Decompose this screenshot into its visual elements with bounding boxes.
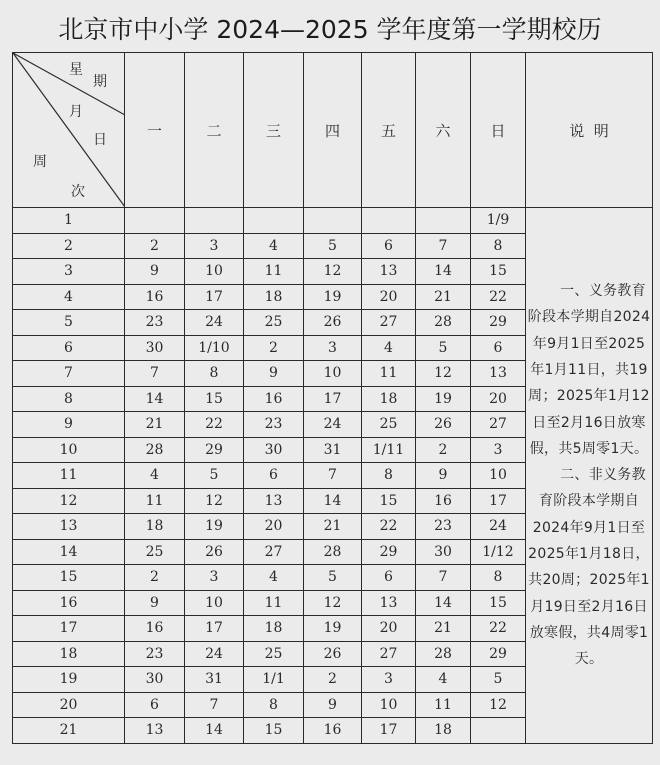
date-cell: 14 — [416, 259, 471, 285]
date-cell: 14 — [125, 386, 185, 412]
date-cell: 24 — [185, 641, 244, 667]
corner-label-zhou: 周 — [33, 154, 47, 170]
date-cell: 5 — [304, 565, 362, 591]
date-cell: 6 — [471, 335, 526, 361]
date-cell — [125, 208, 185, 234]
date-cell: 26 — [304, 641, 362, 667]
date-cell: 1/1 — [244, 667, 304, 693]
date-cell: 1/12 — [471, 539, 526, 565]
date-cell: 14 — [416, 590, 471, 616]
date-cell: 22 — [185, 412, 244, 438]
date-cell: 7 — [304, 463, 362, 489]
weekday-header-tue: 二 — [185, 53, 244, 208]
date-cell: 23 — [125, 641, 185, 667]
week-number-cell: 7 — [13, 361, 125, 387]
date-cell: 10 — [362, 692, 416, 718]
week-number-cell: 12 — [13, 488, 125, 514]
date-cell: 9 — [125, 590, 185, 616]
date-cell: 25 — [244, 310, 304, 336]
date-cell: 23 — [244, 412, 304, 438]
date-cell: 3 — [362, 667, 416, 693]
date-cell: 27 — [244, 539, 304, 565]
week-number-cell: 5 — [13, 310, 125, 336]
date-cell: 14 — [304, 488, 362, 514]
date-cell: 27 — [471, 412, 526, 438]
date-cell: 5 — [471, 667, 526, 693]
date-cell: 28 — [416, 310, 471, 336]
date-cell: 28 — [304, 539, 362, 565]
week-number-cell: 4 — [13, 284, 125, 310]
date-cell: 11 — [362, 361, 416, 387]
date-cell: 3 — [185, 565, 244, 591]
date-cell — [416, 208, 471, 234]
header-row — [13, 53, 653, 208]
weekday-header-fri: 五 — [362, 53, 416, 208]
date-cell: 8 — [244, 692, 304, 718]
date-cell: 13 — [125, 718, 185, 744]
date-cell: 2 — [416, 437, 471, 463]
date-cell: 4 — [416, 667, 471, 693]
date-cell: 5 — [185, 463, 244, 489]
date-cell: 17 — [471, 488, 526, 514]
date-cell — [471, 718, 526, 744]
date-cell — [185, 208, 244, 234]
week-number-cell: 6 — [13, 335, 125, 361]
date-cell: 12 — [185, 488, 244, 514]
week-number-cell: 15 — [13, 565, 125, 591]
date-cell: 1/10 — [185, 335, 244, 361]
date-cell: 20 — [244, 514, 304, 540]
date-cell: 13 — [362, 590, 416, 616]
date-cell: 29 — [185, 437, 244, 463]
date-cell: 7 — [416, 565, 471, 591]
date-cell: 16 — [125, 284, 185, 310]
date-cell: 3 — [471, 437, 526, 463]
date-cell: 7 — [416, 233, 471, 259]
date-cell: 18 — [244, 284, 304, 310]
date-cell: 16 — [125, 616, 185, 642]
date-cell — [244, 208, 304, 234]
date-cell: 15 — [244, 718, 304, 744]
week-number-cell: 11 — [13, 463, 125, 489]
date-cell: 18 — [244, 616, 304, 642]
date-cell: 7 — [125, 361, 185, 387]
date-cell: 28 — [125, 437, 185, 463]
date-cell: 26 — [304, 310, 362, 336]
date-cell: 17 — [304, 386, 362, 412]
date-cell: 12 — [304, 259, 362, 285]
note-paragraph: 二、非义务教育阶段本学期自2024年9月1日至2025年1月18日，共20周；2025年1月19日至2月16日放寒假，共4周零1天。 — [528, 467, 650, 668]
week-number-cell: 9 — [13, 412, 125, 438]
corner-label-ci: 次 — [71, 184, 85, 200]
weekday-header-thu: 四 — [304, 53, 362, 208]
weekday-header-wed: 三 — [244, 53, 304, 208]
date-cell: 2 — [244, 335, 304, 361]
date-cell: 2 — [125, 233, 185, 259]
date-cell: 16 — [244, 386, 304, 412]
date-cell: 13 — [362, 259, 416, 285]
notes-cell — [526, 208, 653, 744]
weekday-header-sun: 日 — [471, 53, 526, 208]
date-cell: 10 — [304, 361, 362, 387]
corner-header-cell — [13, 53, 125, 208]
date-cell: 12 — [416, 361, 471, 387]
page-title: 北京市中小学 2024—2025 学年度第一学期校历 — [58, 15, 602, 44]
note-paragraph: 一、义务教育阶段本学期自2024年9月1日至2025年1月11日，共19周；2025年1月12日至2月16日放寒假，共5周零1天。 — [527, 283, 651, 457]
date-cell: 8 — [362, 463, 416, 489]
date-cell — [304, 208, 362, 234]
week-number-cell: 2 — [13, 233, 125, 259]
date-cell: 18 — [416, 718, 471, 744]
date-cell: 19 — [304, 284, 362, 310]
date-cell: 14 — [185, 718, 244, 744]
date-cell: 24 — [304, 412, 362, 438]
date-cell: 18 — [125, 514, 185, 540]
date-cell: 30 — [244, 437, 304, 463]
date-cell: 13 — [471, 361, 526, 387]
date-cell: 4 — [125, 463, 185, 489]
date-cell: 17 — [185, 284, 244, 310]
date-cell — [362, 208, 416, 234]
date-cell: 12 — [304, 590, 362, 616]
date-cell: 29 — [471, 641, 526, 667]
date-cell: 30 — [416, 539, 471, 565]
date-cell: 28 — [416, 641, 471, 667]
date-cell: 23 — [416, 514, 471, 540]
week-number-cell: 10 — [13, 437, 125, 463]
date-cell: 29 — [362, 539, 416, 565]
date-cell: 21 — [125, 412, 185, 438]
date-cell: 29 — [471, 310, 526, 336]
date-cell: 19 — [416, 386, 471, 412]
date-cell: 24 — [185, 310, 244, 336]
date-cell: 13 — [244, 488, 304, 514]
date-cell: 18 — [362, 386, 416, 412]
date-cell: 15 — [185, 386, 244, 412]
date-cell: 23 — [125, 310, 185, 336]
week-number-cell: 16 — [13, 590, 125, 616]
week-number-cell: 17 — [13, 616, 125, 642]
week-number-cell: 14 — [13, 539, 125, 565]
date-cell: 17 — [362, 718, 416, 744]
week-number-cell: 18 — [13, 641, 125, 667]
date-cell: 4 — [244, 233, 304, 259]
date-cell: 26 — [416, 412, 471, 438]
date-cell: 8 — [471, 565, 526, 591]
week-number-cell: 20 — [13, 692, 125, 718]
date-cell: 22 — [471, 284, 526, 310]
date-cell: 26 — [185, 539, 244, 565]
date-cell: 10 — [185, 590, 244, 616]
date-cell: 3 — [304, 335, 362, 361]
date-cell: 30 — [125, 667, 185, 693]
date-cell: 20 — [362, 616, 416, 642]
weekday-header-mon: 一 — [125, 53, 185, 208]
date-cell: 10 — [185, 259, 244, 285]
date-cell: 16 — [416, 488, 471, 514]
date-cell: 22 — [362, 514, 416, 540]
date-cell: 5 — [416, 335, 471, 361]
date-cell: 7 — [185, 692, 244, 718]
date-cell: 21 — [304, 514, 362, 540]
date-cell: 19 — [185, 514, 244, 540]
date-cell: 9 — [304, 692, 362, 718]
week-number-cell: 19 — [13, 667, 125, 693]
corner-label-yue: 月 — [69, 104, 83, 120]
weekday-header-sat: 六 — [416, 53, 471, 208]
table-row — [13, 208, 653, 234]
date-cell: 11 — [244, 259, 304, 285]
date-cell: 8 — [185, 361, 244, 387]
notes-header: 说 明 — [526, 53, 653, 208]
date-cell: 2 — [125, 565, 185, 591]
date-cell: 11 — [416, 692, 471, 718]
date-cell: 20 — [471, 386, 526, 412]
date-cell: 20 — [362, 284, 416, 310]
date-cell: 3 — [185, 233, 244, 259]
date-cell: 16 — [304, 718, 362, 744]
date-cell: 9 — [125, 259, 185, 285]
date-cell: 9 — [244, 361, 304, 387]
date-cell: 15 — [471, 259, 526, 285]
date-cell: 9 — [416, 463, 471, 489]
date-cell: 2 — [304, 667, 362, 693]
date-cell: 1/9 — [471, 208, 526, 234]
date-cell: 24 — [471, 514, 526, 540]
date-cell: 1/11 — [362, 437, 416, 463]
date-cell: 19 — [304, 616, 362, 642]
date-cell: 11 — [244, 590, 304, 616]
date-cell: 6 — [244, 463, 304, 489]
date-cell: 11 — [125, 488, 185, 514]
corner-label-xing: 星 — [69, 62, 83, 78]
date-cell: 25 — [125, 539, 185, 565]
date-cell: 4 — [362, 335, 416, 361]
date-cell: 5 — [304, 233, 362, 259]
week-number-cell: 13 — [13, 514, 125, 540]
corner-label-qi: 期 — [93, 74, 107, 90]
date-cell: 31 — [304, 437, 362, 463]
date-cell: 15 — [471, 590, 526, 616]
week-number-cell: 21 — [13, 718, 125, 744]
date-cell: 4 — [244, 565, 304, 591]
week-number-cell: 8 — [13, 386, 125, 412]
date-cell: 21 — [416, 284, 471, 310]
school-calendar-table — [12, 52, 653, 744]
date-cell: 31 — [185, 667, 244, 693]
date-cell: 6 — [362, 233, 416, 259]
date-cell: 6 — [362, 565, 416, 591]
date-cell: 30 — [125, 335, 185, 361]
date-cell: 12 — [471, 692, 526, 718]
week-number-cell: 1 — [13, 208, 125, 234]
date-cell: 17 — [185, 616, 244, 642]
week-number-cell: 3 — [13, 259, 125, 285]
date-cell: 25 — [244, 641, 304, 667]
date-cell: 27 — [362, 641, 416, 667]
date-cell: 25 — [362, 412, 416, 438]
date-cell: 10 — [471, 463, 526, 489]
date-cell: 15 — [362, 488, 416, 514]
date-cell: 27 — [362, 310, 416, 336]
date-cell: 21 — [416, 616, 471, 642]
date-cell: 8 — [471, 233, 526, 259]
date-cell: 22 — [471, 616, 526, 642]
date-cell: 6 — [125, 692, 185, 718]
corner-label-ri: 日 — [93, 132, 107, 148]
